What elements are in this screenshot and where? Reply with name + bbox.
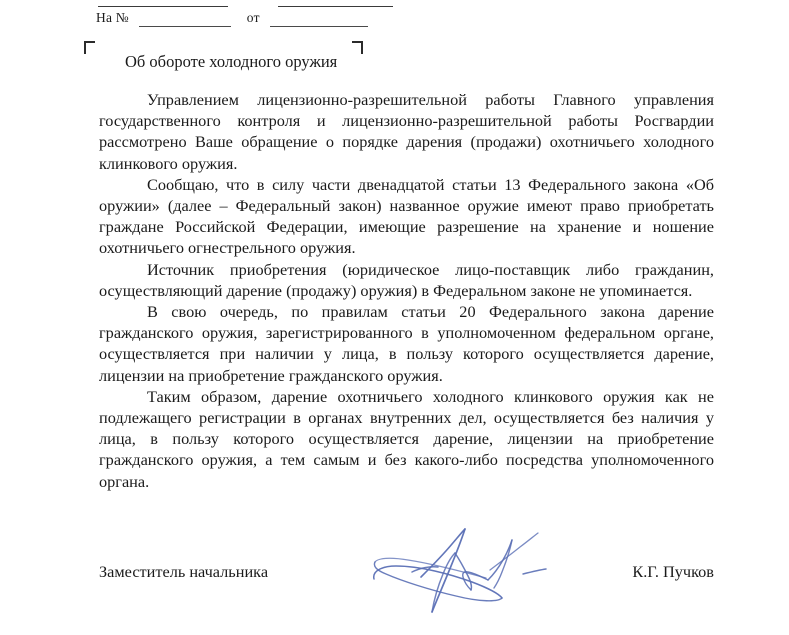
body-paragraph: Таким образом, дарение охотничьего холодного клинкового оружия как не подлежащего регистрации в органах внутренних дел, осуществляется без наличия у лица, в пользу которого осуществляется дарение, лицензии на приобретение гражданского оружия, а тем самым и без какого-либо посредства уполномоченного органа. (99, 386, 714, 491)
reference-rule-left (98, 6, 228, 7)
subject-line: Об обороте холодного оружия (125, 52, 338, 71)
reference-block (96, 0, 396, 30)
body-paragraph: Сообщаю, что в силу части двенадцатой статьи 13 Федерального закона «Об оружии» (далее – Федеральный закон) названное оружие имеют право приобретать граждане Российской Федерации, имеющие разрешение на хранение и ношение охотничьего огнестрельного оружия. (99, 174, 714, 258)
reference-top-rules (96, 0, 396, 10)
reference-row (96, 10, 396, 30)
signature-row (99, 562, 714, 586)
reference-from-field[interactable] (270, 26, 368, 27)
reference-from-label: от (246, 10, 260, 25)
body-paragraph: В свою очередь, по правилам статьи 20 Федерального закона дарение гражданского оружия, зарегистрированного в уполномоченном федеральном органе, осуществляется при наличии у лица, в пользу которого осуществляется дарение, лицензии на приобретение гражданского оружия. (99, 302, 714, 385)
addressee-corner-top-left-icon (84, 41, 95, 54)
reference-on-number-label: На № (96, 10, 129, 25)
addressee-corner-top-right-icon (352, 41, 363, 54)
document-body (99, 89, 714, 492)
body-paragraph: Источник приобретения (юридическое лицо-поставщик либо гражданин, осуществляющий дарение (продажу) оружия) в Федеральном законе не упоминается. (99, 259, 714, 300)
reference-rule-right (278, 6, 393, 7)
reference-on-number-field[interactable] (139, 26, 231, 27)
signer-name: К.Г. Пучков (632, 562, 714, 581)
signer-position-title: Заместитель начальника (99, 562, 269, 581)
body-paragraph: Управлением лицензионно-разрешительной работы Главного управления государственного контроля и лицензионно-разрешительной работы Росгвардии рассмотрено Ваше обращение о порядке дарения (продажи) охотничьего холодного клинкового оружия. (99, 90, 714, 173)
